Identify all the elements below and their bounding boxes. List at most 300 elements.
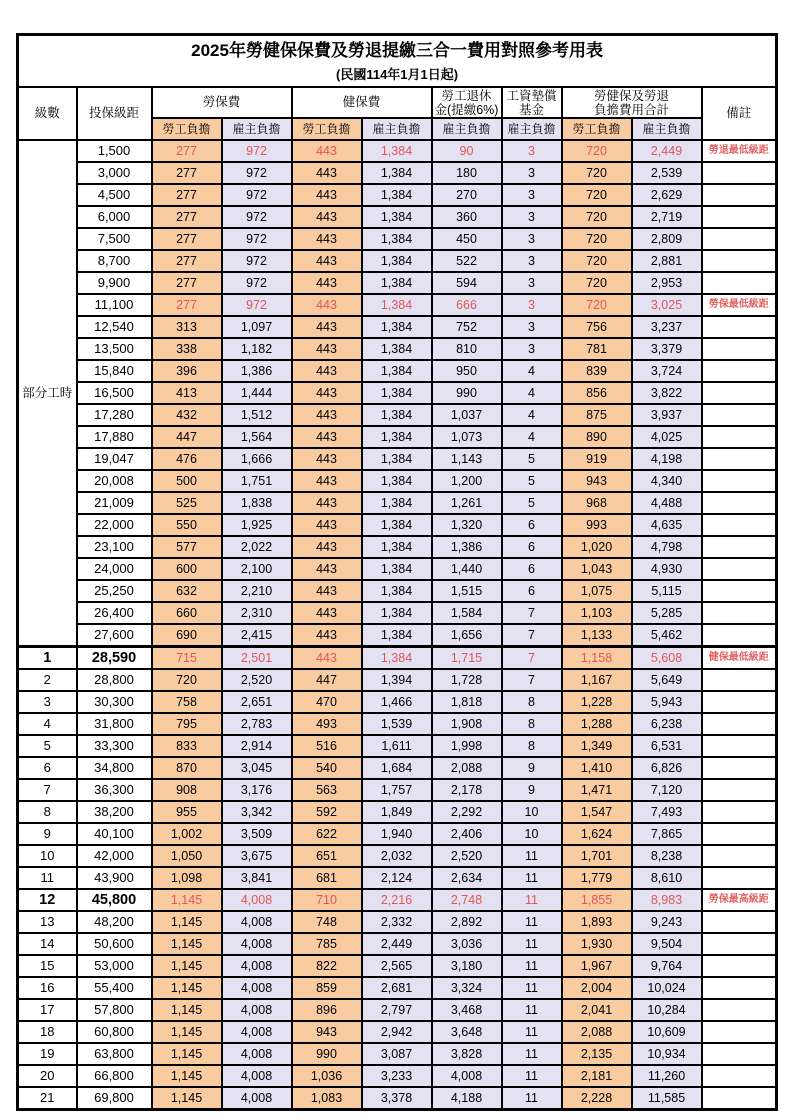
cell-li_emp: 277 [152, 294, 222, 316]
page-subtitle: (民國114年1月1日起) [336, 67, 459, 82]
cell-fund: 11 [502, 845, 562, 867]
cell-bracket: 15,840 [77, 360, 152, 382]
cell-li_emp: 690 [152, 624, 222, 647]
cell-hi_emp: 1,083 [292, 1087, 362, 1110]
cell-li_emp: 1,145 [152, 1021, 222, 1043]
cell-fund: 3 [502, 250, 562, 272]
cell-hi_er: 2,332 [362, 911, 432, 933]
cell-tot_er: 2,539 [632, 162, 702, 184]
cell-bracket: 22,000 [77, 514, 152, 536]
cell-hi_er: 2,449 [362, 933, 432, 955]
cell-tot_emp: 943 [562, 470, 632, 492]
cell-tot_er: 6,238 [632, 713, 702, 735]
cell-tot_emp: 856 [562, 382, 632, 404]
cell-li_er: 1,444 [222, 382, 292, 404]
cell-fund: 11 [502, 999, 562, 1021]
cell-li_emp: 1,145 [152, 889, 222, 911]
cell-hi_er: 1,384 [362, 536, 432, 558]
cell-hi_er: 3,378 [362, 1087, 432, 1110]
cell-tot_er: 10,934 [632, 1043, 702, 1065]
part-time-merged-cell: 部分工時 [18, 140, 77, 647]
cell-hi_emp: 443 [292, 272, 362, 294]
cell-remark [702, 955, 777, 977]
cell-remark [702, 558, 777, 580]
cell-bracket: 36,300 [77, 779, 152, 801]
cell-remark [702, 691, 777, 713]
cell-li_er: 4,008 [222, 1021, 292, 1043]
table-row [18, 602, 777, 624]
cell-li_emp: 277 [152, 272, 222, 294]
cell-level: 11 [18, 867, 77, 889]
cell-bracket: 42,000 [77, 845, 152, 867]
cell-fund: 8 [502, 713, 562, 735]
cell-fund: 3 [502, 272, 562, 294]
cell-li_emp: 447 [152, 426, 222, 448]
cell-remark [702, 492, 777, 514]
cell-li_emp: 277 [152, 184, 222, 206]
cell-bracket: 40,100 [77, 823, 152, 845]
cell-li_emp: 1,145 [152, 911, 222, 933]
cell-hi_emp: 443 [292, 536, 362, 558]
cell-fund: 3 [502, 140, 562, 162]
cell-hi_er: 1,384 [362, 602, 432, 624]
cell-level: 20 [18, 1065, 77, 1087]
cell-level: 18 [18, 1021, 77, 1043]
table-row [18, 536, 777, 558]
cell-tot_er: 3,822 [632, 382, 702, 404]
cell-level: 21 [18, 1087, 77, 1110]
cell-tot_er: 8,238 [632, 845, 702, 867]
cell-pension: 2,088 [432, 757, 502, 779]
cell-li_emp: 313 [152, 316, 222, 338]
cell-hi_er: 1,684 [362, 757, 432, 779]
cell-li_er: 2,520 [222, 669, 292, 691]
cell-bracket: 63,800 [77, 1043, 152, 1065]
cell-level: 10 [18, 845, 77, 867]
cell-tot_emp: 1,855 [562, 889, 632, 911]
cell-hi_er: 1,384 [362, 162, 432, 184]
cell-hi_er: 1,384 [362, 492, 432, 514]
cell-level: 4 [18, 713, 77, 735]
cell-pension: 2,892 [432, 911, 502, 933]
cell-li_er: 2,100 [222, 558, 292, 580]
header-row-groups [18, 87, 777, 118]
cell-tot_er: 4,635 [632, 514, 702, 536]
cell-fund: 3 [502, 162, 562, 184]
cell-li_emp: 833 [152, 735, 222, 757]
cell-pension: 752 [432, 316, 502, 338]
cell-hi_er: 2,797 [362, 999, 432, 1021]
cell-level: 13 [18, 911, 77, 933]
cell-tot_emp: 1,547 [562, 801, 632, 823]
table-row [18, 889, 777, 911]
cell-hi_er: 2,565 [362, 955, 432, 977]
cell-li_emp: 1,050 [152, 845, 222, 867]
cell-hi_emp: 859 [292, 977, 362, 999]
table-body [18, 140, 777, 1110]
cell-hi_er: 1,466 [362, 691, 432, 713]
cell-pension: 1,320 [432, 514, 502, 536]
cell-li_er: 4,008 [222, 977, 292, 999]
cell-hi_er: 1,384 [362, 404, 432, 426]
cell-pension: 1,998 [432, 735, 502, 757]
cell-remark [702, 404, 777, 426]
cell-bracket: 45,800 [77, 889, 152, 911]
cell-level: 1 [18, 647, 77, 670]
cell-hi_emp: 443 [292, 492, 362, 514]
cell-bracket: 53,000 [77, 955, 152, 977]
cell-bracket: 17,880 [77, 426, 152, 448]
cell-li_er: 1,097 [222, 316, 292, 338]
cell-tot_emp: 1,930 [562, 933, 632, 955]
cell-li_er: 2,914 [222, 735, 292, 757]
cell-hi_er: 1,940 [362, 823, 432, 845]
cell-li_emp: 396 [152, 360, 222, 382]
table-row [18, 382, 777, 404]
cell-hi_emp: 443 [292, 228, 362, 250]
subheader-total-employee: 勞工負擔 [562, 118, 632, 140]
cell-hi_er: 1,384 [362, 228, 432, 250]
table-row [18, 162, 777, 184]
cell-li_er: 972 [222, 294, 292, 316]
cell-li_emp: 577 [152, 536, 222, 558]
cell-tot_emp: 1,471 [562, 779, 632, 801]
cell-tot_emp: 1,967 [562, 955, 632, 977]
cell-bracket: 31,800 [77, 713, 152, 735]
cell-tot_er: 6,531 [632, 735, 702, 757]
cell-tot_er: 3,025 [632, 294, 702, 316]
cell-hi_er: 1,757 [362, 779, 432, 801]
cell-bracket: 13,500 [77, 338, 152, 360]
cell-fund: 3 [502, 184, 562, 206]
cell-remark [702, 228, 777, 250]
cell-fund: 9 [502, 779, 562, 801]
table-row [18, 801, 777, 823]
cell-li_er: 1,512 [222, 404, 292, 426]
cell-hi_emp: 443 [292, 448, 362, 470]
cell-hi_emp: 748 [292, 911, 362, 933]
cell-remark [702, 580, 777, 602]
cell-tot_er: 4,798 [632, 536, 702, 558]
cell-li_emp: 432 [152, 404, 222, 426]
cell-li_er: 1,838 [222, 492, 292, 514]
cell-bracket: 55,400 [77, 977, 152, 999]
cell-hi_emp: 493 [292, 713, 362, 735]
cell-li_er: 4,008 [222, 911, 292, 933]
col-header-total [562, 87, 702, 118]
cell-bracket: 20,008 [77, 470, 152, 492]
cell-remark [702, 624, 777, 647]
cell-hi_er: 2,032 [362, 845, 432, 867]
cell-pension: 2,520 [432, 845, 502, 867]
cell-tot_er: 2,953 [632, 272, 702, 294]
table-row [18, 845, 777, 867]
cell-bracket: 38,200 [77, 801, 152, 823]
cell-bracket: 27,600 [77, 624, 152, 647]
cell-pension: 3,828 [432, 1043, 502, 1065]
cell-hi_er: 1,384 [362, 470, 432, 492]
cell-hi_emp: 470 [292, 691, 362, 713]
cell-tot_emp: 2,088 [562, 1021, 632, 1043]
cell-fund: 8 [502, 691, 562, 713]
cell-tot_er: 4,025 [632, 426, 702, 448]
cell-tot_er: 11,260 [632, 1065, 702, 1087]
cell-bracket: 9,900 [77, 272, 152, 294]
cell-bracket: 69,800 [77, 1087, 152, 1110]
cell-remark [702, 867, 777, 889]
cell-hi_emp: 622 [292, 823, 362, 845]
cell-li_emp: 1,145 [152, 1043, 222, 1065]
table-row [18, 206, 777, 228]
table-row [18, 1087, 777, 1110]
cell-hi_emp: 785 [292, 933, 362, 955]
cell-remark [702, 602, 777, 624]
cell-remark: 勞保最高級距 [702, 889, 777, 911]
cell-li_er: 972 [222, 228, 292, 250]
table-row [18, 426, 777, 448]
col-header-pension-line1: 勞工退休 [441, 88, 492, 103]
cell-hi_er: 1,539 [362, 713, 432, 735]
cell-pension: 4,188 [432, 1087, 502, 1110]
cell-fund: 4 [502, 426, 562, 448]
col-header-remark: 備註 [702, 87, 777, 140]
cell-li_er: 4,008 [222, 999, 292, 1021]
col-header-level: 級數 [18, 87, 77, 140]
cell-li_er: 4,008 [222, 1043, 292, 1065]
cell-tot_er: 5,115 [632, 580, 702, 602]
cell-remark: 健保最低級距 [702, 647, 777, 670]
cell-pension: 2,292 [432, 801, 502, 823]
cell-hi_er: 3,087 [362, 1043, 432, 1065]
cell-tot_er: 7,493 [632, 801, 702, 823]
cell-fund: 4 [502, 382, 562, 404]
col-header-pension [432, 87, 502, 118]
cell-fund: 6 [502, 536, 562, 558]
cell-remark [702, 184, 777, 206]
subheader-health-employer: 雇主負擔 [362, 118, 432, 140]
cell-remark [702, 250, 777, 272]
cell-level: 3 [18, 691, 77, 713]
cell-fund: 11 [502, 977, 562, 999]
cell-tot_emp: 1,020 [562, 536, 632, 558]
cell-li_er: 2,310 [222, 602, 292, 624]
cell-fund: 7 [502, 669, 562, 691]
cell-li_emp: 277 [152, 250, 222, 272]
cell-tot_emp: 1,228 [562, 691, 632, 713]
table-row [18, 779, 777, 801]
cell-remark [702, 316, 777, 338]
cell-tot_emp: 1,288 [562, 713, 632, 735]
cell-tot_er: 4,930 [632, 558, 702, 580]
cell-remark [702, 272, 777, 294]
cell-pension: 450 [432, 228, 502, 250]
cell-hi_emp: 447 [292, 669, 362, 691]
cell-hi_emp: 443 [292, 338, 362, 360]
cell-remark [702, 823, 777, 845]
table-row [18, 492, 777, 514]
cell-hi_er: 1,384 [362, 294, 432, 316]
cell-pension: 1,908 [432, 713, 502, 735]
cell-tot_er: 3,237 [632, 316, 702, 338]
cell-pension: 1,143 [432, 448, 502, 470]
title-row [18, 35, 777, 88]
cell-remark [702, 801, 777, 823]
cell-tot_emp: 720 [562, 206, 632, 228]
cell-remark [702, 536, 777, 558]
cell-fund: 3 [502, 206, 562, 228]
cell-bracket: 26,400 [77, 602, 152, 624]
cell-hi_emp: 443 [292, 602, 362, 624]
cell-hi_er: 1,384 [362, 514, 432, 536]
cell-li_er: 1,386 [222, 360, 292, 382]
cell-fund: 11 [502, 1043, 562, 1065]
cell-hi_emp: 443 [292, 206, 362, 228]
cell-bracket: 12,540 [77, 316, 152, 338]
cell-hi_emp: 443 [292, 624, 362, 647]
cell-hi_er: 1,384 [362, 580, 432, 602]
cell-li_emp: 908 [152, 779, 222, 801]
cell-hi_emp: 990 [292, 1043, 362, 1065]
cell-bracket: 11,100 [77, 294, 152, 316]
cell-hi_er: 1,394 [362, 669, 432, 691]
table-row [18, 338, 777, 360]
cell-pension: 666 [432, 294, 502, 316]
cell-fund: 7 [502, 624, 562, 647]
cell-tot_er: 5,943 [632, 691, 702, 713]
cell-li_er: 972 [222, 272, 292, 294]
cell-li_er: 4,008 [222, 955, 292, 977]
col-header-wage-fund-line1: 工資墊償 [506, 88, 557, 103]
cell-li_emp: 525 [152, 492, 222, 514]
cell-pension: 950 [432, 360, 502, 382]
table-row [18, 735, 777, 757]
cell-bracket: 48,200 [77, 911, 152, 933]
cell-fund: 9 [502, 757, 562, 779]
cell-li_er: 4,008 [222, 933, 292, 955]
cell-bracket: 4,500 [77, 184, 152, 206]
cell-pension: 1,037 [432, 404, 502, 426]
cell-fund: 11 [502, 955, 562, 977]
cell-fund: 5 [502, 470, 562, 492]
cell-fund: 11 [502, 911, 562, 933]
cell-level: 19 [18, 1043, 77, 1065]
table-row [18, 713, 777, 735]
table-row [18, 624, 777, 647]
cell-li_er: 3,509 [222, 823, 292, 845]
cell-fund: 6 [502, 580, 562, 602]
cell-fund: 5 [502, 492, 562, 514]
cell-li_er: 972 [222, 162, 292, 184]
cell-tot_emp: 720 [562, 250, 632, 272]
cell-remark [702, 338, 777, 360]
cell-li_er: 972 [222, 250, 292, 272]
subheader-health-employee: 勞工負擔 [292, 118, 362, 140]
cell-hi_er: 2,681 [362, 977, 432, 999]
cell-remark [702, 1065, 777, 1087]
cell-pension: 1,440 [432, 558, 502, 580]
col-header-wage-fund [502, 87, 562, 118]
cell-hi_emp: 443 [292, 404, 362, 426]
col-header-total-line1: 勞健保及勞退 [593, 88, 669, 103]
cell-hi_er: 1,384 [362, 558, 432, 580]
cell-tot_emp: 720 [562, 140, 632, 162]
cell-tot_er: 6,826 [632, 757, 702, 779]
table-row [18, 272, 777, 294]
cell-remark [702, 1021, 777, 1043]
cell-hi_er: 1,384 [362, 184, 432, 206]
table-row [18, 647, 777, 670]
cell-tot_er: 3,937 [632, 404, 702, 426]
cell-bracket: 66,800 [77, 1065, 152, 1087]
cell-pension: 3,648 [432, 1021, 502, 1043]
cell-li_er: 972 [222, 206, 292, 228]
cell-li_emp: 277 [152, 206, 222, 228]
cell-pension: 1,073 [432, 426, 502, 448]
cell-remark [702, 382, 777, 404]
cell-tot_emp: 919 [562, 448, 632, 470]
cell-li_er: 3,841 [222, 867, 292, 889]
cell-tot_er: 2,449 [632, 140, 702, 162]
cell-hi_emp: 443 [292, 382, 362, 404]
cell-tot_emp: 968 [562, 492, 632, 514]
cell-bracket: 25,250 [77, 580, 152, 602]
cell-level: 5 [18, 735, 77, 757]
cell-hi_emp: 516 [292, 735, 362, 757]
cell-hi_er: 1,384 [362, 647, 432, 670]
cell-fund: 4 [502, 404, 562, 426]
cell-remark [702, 933, 777, 955]
cell-tot_emp: 1,167 [562, 669, 632, 691]
table-row [18, 558, 777, 580]
cell-tot_emp: 1,624 [562, 823, 632, 845]
cell-level: 7 [18, 779, 77, 801]
cell-li_emp: 338 [152, 338, 222, 360]
cell-tot_emp: 2,041 [562, 999, 632, 1021]
cell-remark [702, 1087, 777, 1110]
cell-li_emp: 277 [152, 228, 222, 250]
cell-bracket: 23,100 [77, 536, 152, 558]
cell-fund: 10 [502, 823, 562, 845]
cell-li_emp: 550 [152, 514, 222, 536]
table-row [18, 977, 777, 999]
cell-bracket: 7,500 [77, 228, 152, 250]
cell-tot_emp: 2,228 [562, 1087, 632, 1110]
cell-pension: 4,008 [432, 1065, 502, 1087]
table-row [18, 294, 777, 316]
cell-pension: 1,515 [432, 580, 502, 602]
table-row [18, 470, 777, 492]
table-row [18, 514, 777, 536]
cell-tot_emp: 1,043 [562, 558, 632, 580]
page-title: 2025年勞健保保費及勞退提繳三合一費用對照參考用表 [191, 41, 603, 60]
cell-remark: 勞退最低級距 [702, 140, 777, 162]
cell-pension: 990 [432, 382, 502, 404]
cell-li_emp: 1,145 [152, 933, 222, 955]
cell-tot_er: 4,198 [632, 448, 702, 470]
cell-hi_er: 1,384 [362, 316, 432, 338]
cell-hi_er: 1,384 [362, 272, 432, 294]
cell-hi_emp: 651 [292, 845, 362, 867]
cell-hi_er: 2,124 [362, 867, 432, 889]
cell-li_er: 2,783 [222, 713, 292, 735]
cell-li_emp: 476 [152, 448, 222, 470]
cell-remark [702, 514, 777, 536]
cell-pension: 1,818 [432, 691, 502, 713]
cell-fund: 8 [502, 735, 562, 757]
col-header-bracket: 投保級距 [77, 87, 152, 140]
cell-hi_emp: 822 [292, 955, 362, 977]
cell-bracket: 17,280 [77, 404, 152, 426]
